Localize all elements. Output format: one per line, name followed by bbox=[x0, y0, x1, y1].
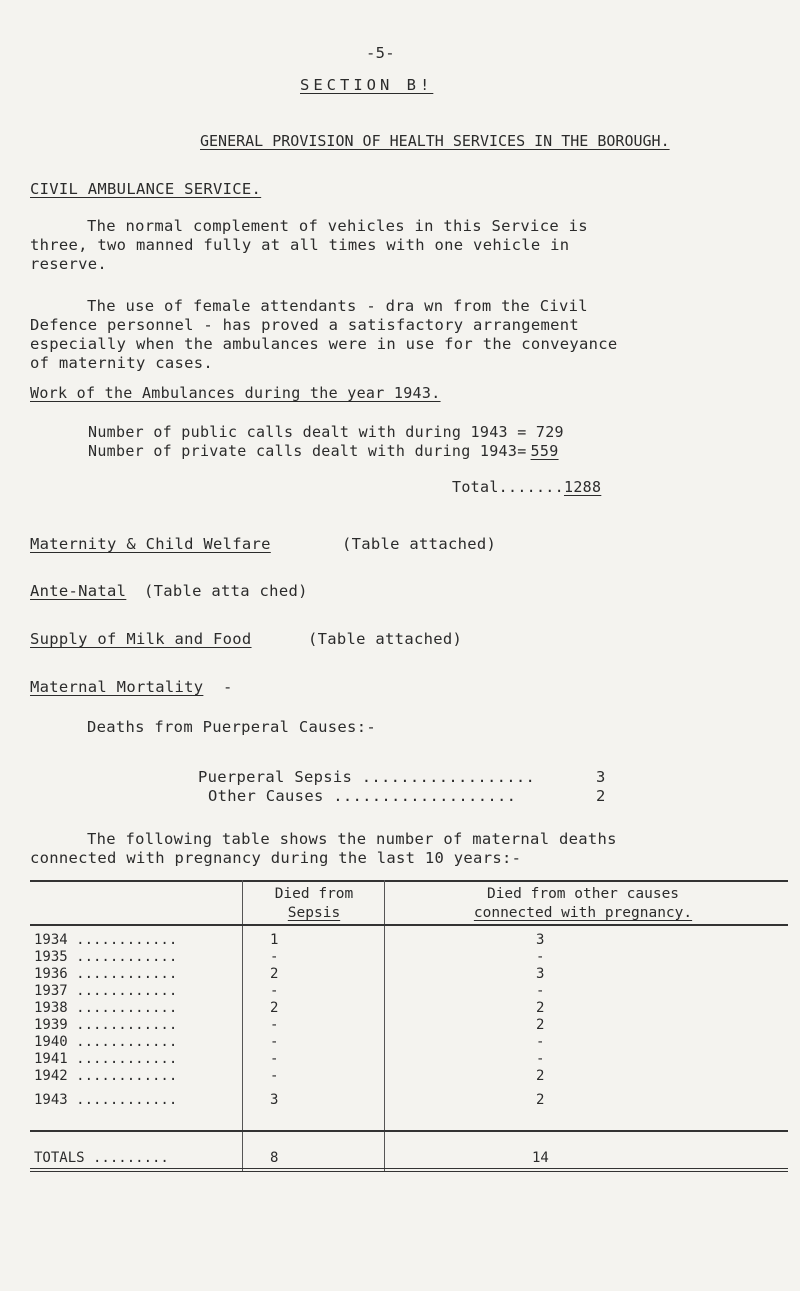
text-line: reserve. bbox=[30, 255, 108, 273]
sepsis-cell: - bbox=[270, 1051, 279, 1067]
other-cell: 3 bbox=[536, 966, 545, 982]
private-calls-label: Number of private calls dealt with during 1943= bbox=[88, 442, 527, 460]
text-line: The following table shows the number of maternal deaths bbox=[87, 830, 617, 848]
text-line: Defence personnel - has proved a satisfactory arrangement bbox=[30, 316, 580, 334]
other-cell: - bbox=[536, 1051, 545, 1067]
other-cell: 2 bbox=[536, 1092, 545, 1108]
table-header-rule bbox=[30, 924, 788, 926]
other-cell: - bbox=[536, 949, 545, 965]
antenatal-note: (Table atta ched) bbox=[143, 582, 308, 600]
public-calls: Number of public calls dealt with during 1943 = 729 bbox=[88, 423, 564, 441]
mortality-heading: Maternal Mortality bbox=[30, 678, 204, 696]
table-totals-rule bbox=[30, 1130, 788, 1132]
total-line bbox=[452, 478, 601, 496]
year-cell: 1941 ............ bbox=[34, 1051, 178, 1067]
maternity-line bbox=[30, 535, 497, 553]
sepsis-cell: - bbox=[270, 1068, 279, 1084]
header-line: connected with pregnancy. bbox=[473, 905, 693, 921]
sepsis-cell: - bbox=[270, 949, 279, 965]
year-cell: 1940 ............ bbox=[34, 1034, 178, 1050]
other-cell: 2 bbox=[536, 1068, 545, 1084]
header-line: Sepsis bbox=[287, 905, 341, 921]
year-cell: 1934 ............ bbox=[34, 932, 178, 948]
table-bottom-rule bbox=[30, 1168, 788, 1172]
other-causes-label: Other Causes ................... bbox=[208, 787, 517, 805]
other-cell: 2 bbox=[536, 1000, 545, 1016]
maternity-label: Maternity & Child Welfare bbox=[30, 535, 271, 553]
year-cell: 1936 ............ bbox=[34, 966, 178, 982]
sepsis-cell: 2 bbox=[270, 966, 279, 982]
civil-ambulance-heading: CIVIL AMBULANCE SERVICE. bbox=[30, 180, 262, 198]
sepsis-line bbox=[198, 768, 606, 786]
col-header-sepsis bbox=[246, 885, 382, 923]
totals-label: TOTALS ......... bbox=[34, 1150, 169, 1166]
year-cell: 1939 ............ bbox=[34, 1017, 178, 1033]
maternity-note: (Table attached) bbox=[342, 535, 497, 553]
other-cell: - bbox=[536, 1034, 545, 1050]
other-cell: 3 bbox=[536, 932, 545, 948]
sepsis-cell: 3 bbox=[270, 1092, 279, 1108]
text-line: connected with pregnancy during the last 10 years:- bbox=[30, 849, 522, 867]
text-line: of maternity cases. bbox=[30, 354, 214, 372]
total-value: 1288 bbox=[563, 478, 602, 496]
deaths-heading: Deaths from Puerperal Causes:- bbox=[87, 718, 376, 736]
antenatal-label: Ante-Natal bbox=[30, 582, 127, 600]
total-label: Total....... bbox=[452, 478, 564, 496]
table-intro bbox=[30, 830, 617, 868]
sepsis-cell: 1 bbox=[270, 932, 279, 948]
text-line: The normal complement of vehicles in this Service is bbox=[87, 217, 588, 235]
text-line: three, two manned fully at all times with one vehicle in bbox=[30, 236, 570, 254]
header-line: Died from bbox=[274, 886, 354, 902]
page-number: -5- bbox=[366, 44, 395, 62]
table-top-rule bbox=[30, 880, 788, 882]
mortality-line bbox=[30, 678, 233, 696]
year-cell: 1937 ............ bbox=[34, 983, 178, 999]
text-line: The use of female attendants - dra wn from the Civil bbox=[87, 297, 588, 315]
year-cell: 1935 ............ bbox=[34, 949, 178, 965]
section-title: SECTION B! bbox=[300, 76, 434, 94]
header-line: Died from other causes bbox=[486, 886, 680, 902]
year-cell: 1942 ............ bbox=[34, 1068, 178, 1084]
other-cell: - bbox=[536, 983, 545, 999]
sepsis-cell: - bbox=[270, 1017, 279, 1033]
other-cell: 2 bbox=[536, 1017, 545, 1033]
sepsis-cell: 2 bbox=[270, 1000, 279, 1016]
other-causes-value: 2 bbox=[596, 787, 606, 805]
year-cell: 1938 ............ bbox=[34, 1000, 178, 1016]
year-cell: 1943 ............ bbox=[34, 1092, 178, 1108]
main-heading: GENERAL PROVISION OF HEALTH SERVICES IN THE BOROUGH. bbox=[200, 132, 670, 150]
totals-other: 14 bbox=[532, 1150, 549, 1166]
col-header-other bbox=[388, 885, 778, 923]
civil-paragraph-2 bbox=[30, 297, 618, 373]
text-line: especially when the ambulances were in use for the conveyance bbox=[30, 335, 618, 353]
totals-sepsis: 8 bbox=[270, 1150, 279, 1166]
antenatal-line bbox=[30, 582, 308, 600]
milk-line bbox=[30, 630, 463, 648]
mortality-dash: - bbox=[223, 678, 233, 696]
sepsis-label: Puerperal Sepsis .................. bbox=[198, 768, 536, 786]
milk-label: Supply of Milk and Food bbox=[30, 630, 252, 648]
work-heading: Work of the Ambulances during the year 1943. bbox=[30, 384, 441, 402]
sepsis-value: 3 bbox=[596, 768, 606, 786]
private-calls-value: 559 bbox=[530, 442, 559, 460]
sepsis-cell: - bbox=[270, 983, 279, 999]
private-calls bbox=[88, 442, 559, 460]
milk-note: (Table attached) bbox=[308, 630, 463, 648]
civil-paragraph-1 bbox=[30, 217, 588, 274]
sepsis-cell: - bbox=[270, 1034, 279, 1050]
other-causes-line bbox=[208, 787, 606, 805]
